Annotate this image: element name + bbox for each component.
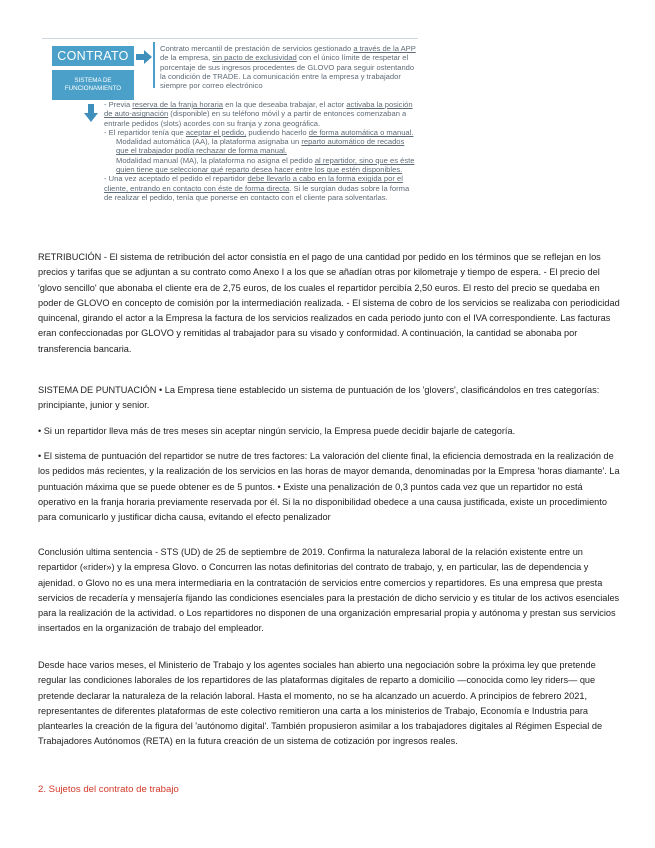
sistema-item: Modalidad automática (AA), la plataforma asignaba un reparto automático de recados que el trabajador podía rechazar de forma manual.: [116, 137, 405, 156]
paragraph-bullet-categoria: • Si un repartidor lleva más de tres meses sin aceptar ningún servicio, la Empresa puede decidir bajarle de categoría.: [38, 426, 516, 436]
section-heading: 2. Sujetos del contrato de trabajo: [38, 784, 179, 795]
sistema-item: - Una vez aceptado el pedido el repartidor debe llevarlo a cabo en la forma exigida por el cliente, entrando en contacto con éste de forma directa. Si le surgían dudas sobre la forma de realizar el pedido, tenía que ponerse en contacto con el cliente para solventarlas.: [104, 174, 410, 202]
paragraph-retribucion: RETRIBUCIÓN - El sistema de retribución del actor consistía en el pago de una cantidad por pedido en los términos que se reflejan en los precios y tarifas que se adjuntan a su contrato como Anexo I a los que se añadían otras por kilometraje y tiempo de espera. - El precio del 'glovo sencillo' que abonaba el cliente era de 2,75 euros, de los cuales el repartidor percibía 2,50 euros. El resto del precio se quedaba en poder de GLOVO en concepto de comisión por la intermediación realizada. - El sistema de cobro de los servicios se realizaba con periodicidad quincenal, girando el actor a la Empresa la factura de los servicios realizados en cada periodo junto con el IVA correspondiente. Las facturas eran confeccionadas por GLOVO y remitidas al trabajador para su visado y conformidad. A continuación, la cantidad se abonaba por transferencia bancaria.: [38, 252, 620, 354]
diagram-figure: [36, 38, 424, 250]
sistema-description: [104, 100, 416, 202]
arrow-right-icon: [136, 50, 152, 64]
sistema-item: - Previa reserva de la franja horaria en la que deseaba trabajar, el actor activaba la posición de auto-asignación (disponible) en su teléfono móvil y a partir de entonces comenzaban a entrarle pedidos (slots) acordes con su franja y zona geográfica.: [104, 100, 413, 128]
arrow-down-icon: [84, 104, 98, 122]
paragraph-conclusion: Conclusión ultima sentencia - STS (UD) de 25 de septiembre de 2019. Confirma la naturaleza laboral de la relación existente entre un repartidor («rider») y la empresa Glovo. o Concurren las notas definitorias del contrato de trabajo, y, en particular, las de dependencia y ajenidad. o Glovo no es una mera intermediaria en la contratación de servicios entre comercios y repartidores. Es una empresa que presta servicios de recadería y mensajería fijando las condiciones esenciales para la prestación de dicho servicio y es titular de los activos esenciales para la realización de la actividad. o Los repartidores no disponen de una organización empresarial propia y autónoma y prestan sus servicios insertados en la organización de trabajo del empleador.: [38, 547, 620, 634]
sistema-item: - El repartidor tenía que aceptar el pedido, pudiendo hacerlo de forma automática o manual.: [104, 127, 414, 137]
paragraph-puntuacion: SISTEMA DE PUNTUACIÓN • La Empresa tiene establecido un sistema de puntuación de los 'glovers', clasificándolos en tres categorías: principiante, junior y senior.: [38, 385, 600, 411]
bracket-line: [153, 42, 155, 88]
contrato-box: CONTRATO: [52, 46, 134, 66]
sistema-item: Modalidad manual (MA), la plataforma no asigna el pedido al repartidor, sino que es éste quien tiene que seleccionar qué reparto desea hacer entre los que estén disponibles.: [116, 155, 415, 175]
paragraph-ministerio: Desde hace varios meses, el Ministerio de Trabajo y los agentes sociales han abierto una negociación sobre la próxima ley que pretende regular las condiciones laborales de los repartidores de las plataformas digitales de reparto a domicilio —conocida como ley riders— que pretende declarar la naturaleza de la relación laboral. Hasta el momento, no se ha alcanzado un acuerdo. A principios de febrero 2021, representantes de diferentes plataformas de este colectivo remitieron una carta a los ministerios de Trabajo, Economía e Industria para plantearles la creación de la figura del 'autónomo digital'. También propusieron asimilar a los trabajadores digitales al Régimen Especial de Trabajadores Autónomos (RETA) en la futura creación de un sistema de cotización por ingresos reales.: [38, 660, 603, 747]
sistema-box: SISTEMA DE FUNCIONAMIENTO: [52, 70, 134, 100]
paragraph-bullet-factores: • El sistema de puntuación del repartidor se nutre de tres factores: La valoración del cliente final, la eficiencia demostrada en la realización de los pedidos más recientes, y la realización de los servicios en las horas de mayor demanda, denominadas por la Empresa 'horas diamante'. La puntuación máxima que se puede obtener es de 5 puntos. • Existe una penalización de 0,3 puntos cada vez que un repartidor no está operativo en la franja horaria previamente reservada por él. Si la no disponibilidad obedece a una causa justificada, existe un procedimiento para comunicarlo y justificar dicha causa, evitando el efecto penalizador: [38, 451, 620, 523]
contrato-description: Contrato mercantil de prestación de servicios gestionado a través de la APP de la empresa, sin pacto de exclusividad con el único límite de respetar el porcentaje de sus ingresos procedentes de GLOVO para seguir ostentando la condición de TRADE. La comunicación entre la empresa y trabajador siempre por correo electrónico: [160, 44, 416, 91]
divider: [42, 38, 418, 39]
